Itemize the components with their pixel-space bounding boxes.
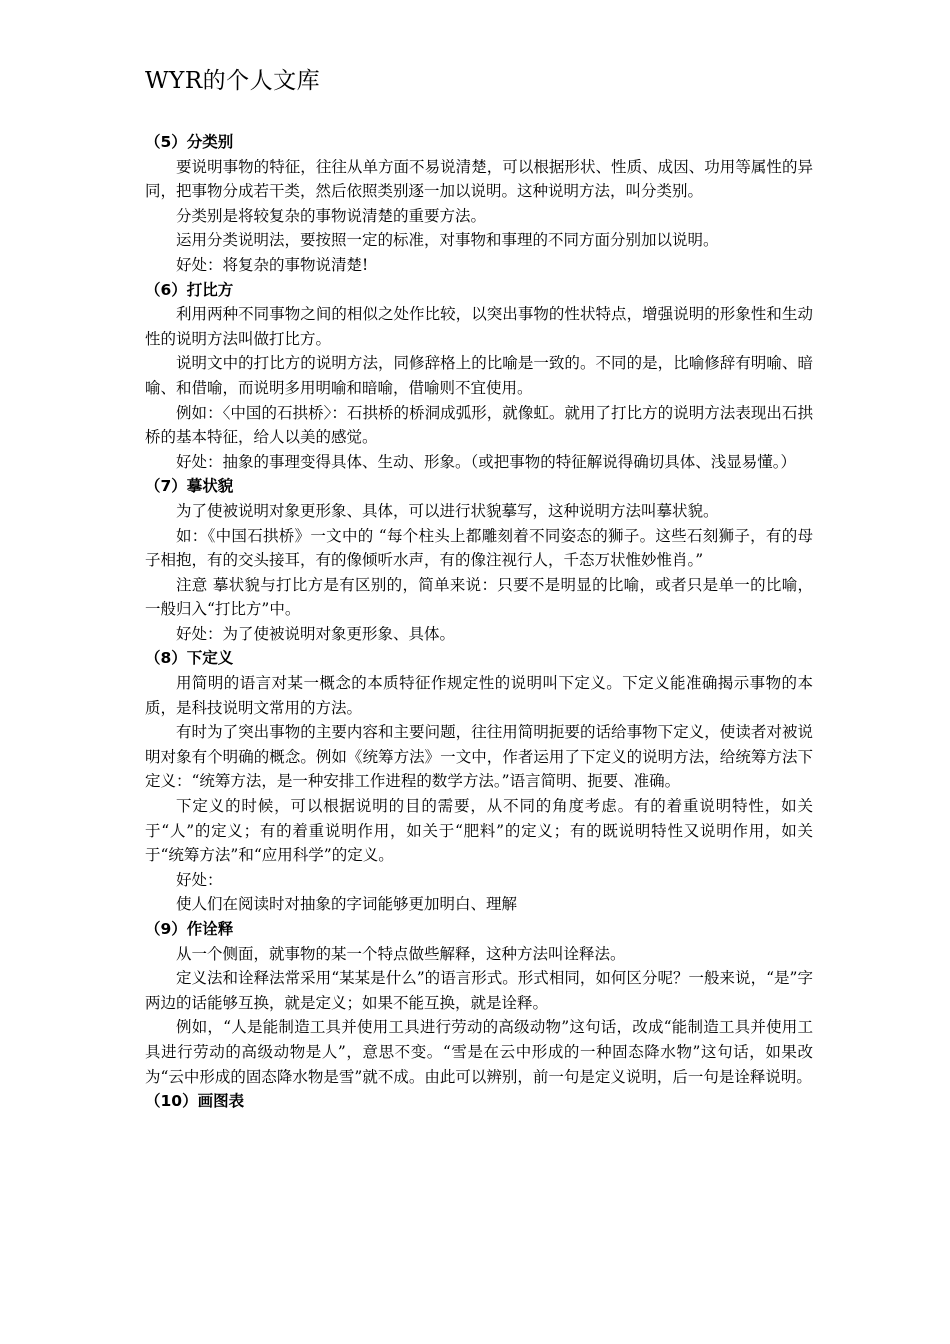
section-heading: （6）打比方	[145, 280, 234, 299]
paragraph: 有时为了突出事物的主要内容和主要问题，往往用简明扼要的话给事物下定义，使读者对被说明对象有个明确的概念。例如《统筹方法》一文中，作者运用了下定义的说明方法，给统筹方法下定义：“统筹方法，是一种安排工作进程的数学方法。”语言简明、扼要、准确。	[145, 723, 813, 791]
section-analogy	[145, 278, 813, 475]
section-definition	[145, 646, 813, 917]
paragraph: 运用分类说明法，要按照一定的标准，对事物和事理的不同方面分别加以说明。	[176, 231, 719, 250]
section-explanation	[145, 917, 813, 1089]
paragraph: 例如，“人是能制造工具并使用工具进行劳动的高级动物”这句话，改成“能制造工具并使用工具进行劳动的高级动物是人”，意思不变。“雪是在云中形成的一种固态降水物”这句话，如果改为“云中形成的固态降水物是雪”就不成。由此可以辨别，前一句是定义说明，后一句是诠释说明。	[145, 1018, 813, 1086]
paragraph: 为了使被说明对象更形象、具体，可以进行状貌摹写，这种说明方法叫摹状貌。	[176, 501, 719, 520]
paragraph: 好处：	[176, 870, 223, 889]
section-heading: （7）摹状貌	[145, 477, 234, 496]
paragraph: 说明文中的打比方的说明方法，同修辞格上的比喻是一致的。不同的是，比喻修辞有明喻、暗喻、和借喻，而说明多用明喻和暗喻，借喻则不宜使用。	[145, 354, 813, 397]
paragraph: 例如：〈中国的石拱桥〉：石拱桥的桥洞成弧形，就像虹。就用了打比方的说明方法表现出石拱桥的基本特征，给人以美的感觉。	[145, 403, 813, 447]
paragraph: 定义法和诠释法常采用“某某是什么”的语言形式。形式相同，如何区分呢？一般来说，“是”字两边的话能够互换，就是定义；如果不能互换，就是诠释。	[145, 969, 813, 1012]
section-heading: （9）作诠释	[145, 920, 234, 938]
paragraph: 分类别是将较复杂的事物说清楚的重要方法。	[176, 206, 487, 225]
section-heading: （10）画图表	[145, 1092, 245, 1111]
paragraph: 用简明的语言对某一概念的本质特征作规定性的说明叫下定义。下定义能准确揭示事物的本质，是科技说明文常用的方法。	[145, 674, 813, 717]
section-classification	[145, 130, 813, 278]
section-charts	[145, 1089, 813, 1114]
paragraph: 使人们在阅读时对抽象的字词能够更加明白、理解	[176, 895, 518, 914]
paragraph: 好处：将复杂的事物说清楚!	[176, 255, 369, 274]
paragraph: 如：《中国石拱桥》一文中的 “每个柱头上都雕刻着不同姿态的狮子。这些石刻狮子，有的母子相抱，有的交头接耳，有的像倾听水声，有的像注视行人，千态万状惟妙惟肖。”	[145, 526, 813, 570]
paragraph: 利用两种不同事物之间的相似之处作比较，以突出事物的性状特点，增强说明的形象性和生动性的说明方法叫做打比方。	[145, 305, 813, 348]
section-heading: （5）分类别	[145, 133, 234, 151]
document-body	[145, 130, 813, 1114]
section-heading: （8）下定义	[145, 649, 234, 668]
paragraph: 好处：抽象的事理变得具体、生动、形象。（或把事物的特征解说得确切具体、浅显易懂。）	[176, 452, 797, 471]
paragraph: 从一个侧面，就事物的某一个特点做些解释，这种方法叫诠释法。	[176, 944, 626, 963]
section-description	[145, 474, 813, 646]
paragraph: 注意 摹状貌与打比方是有区别的，简单来说：只要不是明显的比喻，或者只是单一的比喻，一般归入“打比方”中。	[145, 575, 813, 619]
paragraph: 要说明事物的特征，往往从单方面不易说清楚，可以根据形状、性质、成因、功用等属性的异同，把事物分成若干类，然后依照类别逐一加以说明。这种说明方法，叫分类别。	[145, 157, 813, 201]
page-header-title: WYR的个人文库	[145, 68, 321, 94]
paragraph: 下定义的时候，可以根据说明的目的需要，从不同的角度考虑。有的着重说明特性，如关于“人”的定义；有的着重说明作用，如关于“肥料”的定义；有的既说明特性又说明作用，如关于“统筹方法”和“应用科学”的定义。	[145, 797, 813, 865]
paragraph: 好处：为了使被说明对象更形象、具体。	[176, 624, 456, 643]
